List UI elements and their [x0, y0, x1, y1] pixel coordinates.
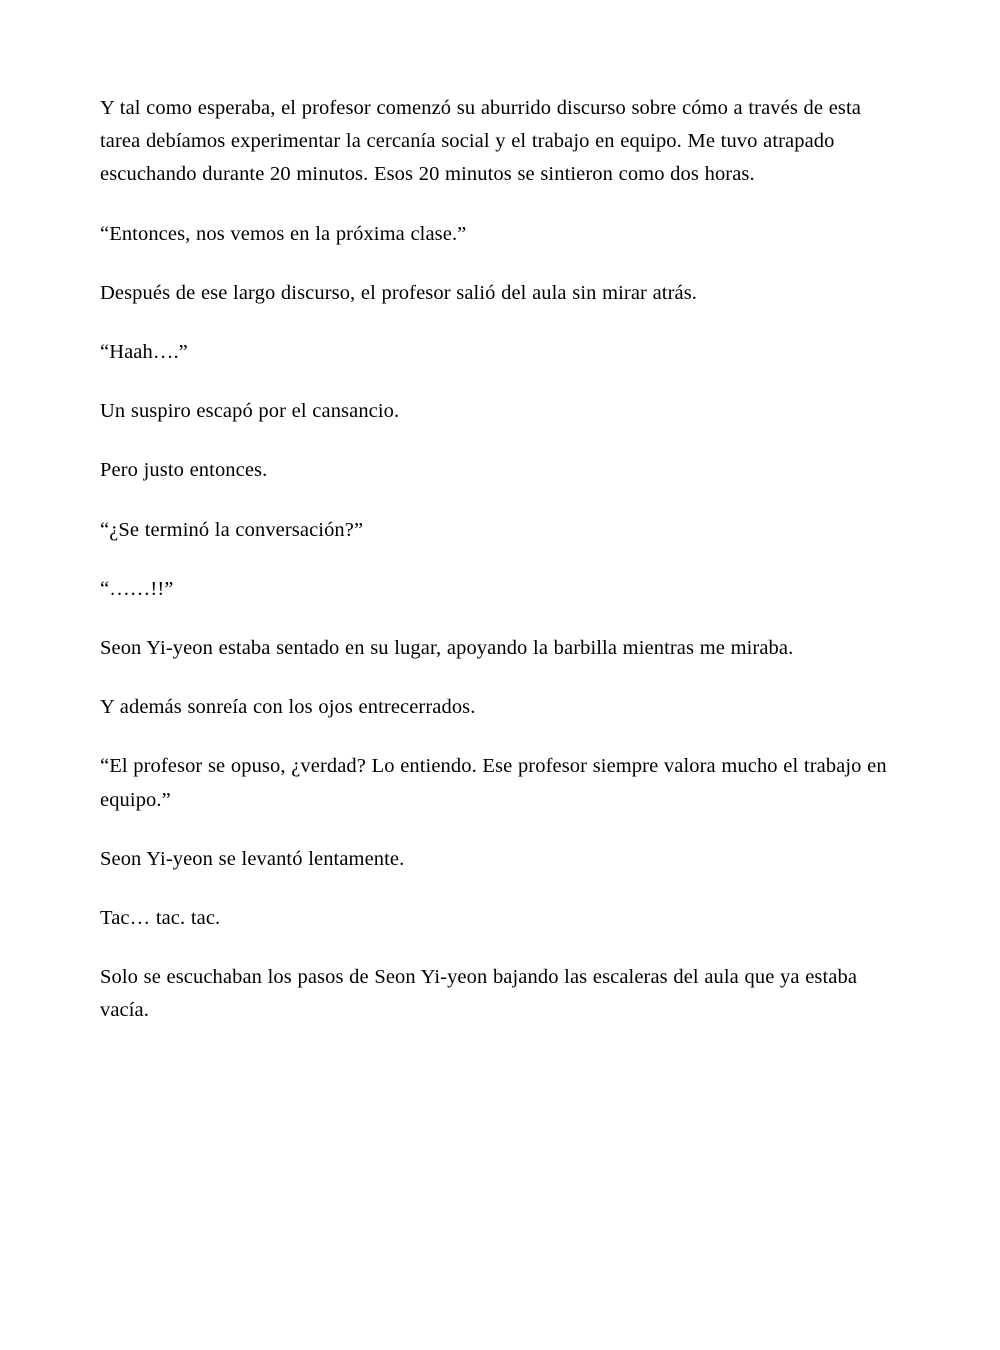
paragraph: Un suspiro escapó por el cansancio. [100, 400, 400, 423]
paragraph: Y tal como esperaba, el profesor comenzó su aburrido discurso sobre cómo a través de esta tarea debíamos experimentar la cercanía social y el trabajo en equipo. Me tuvo atrapado escuchando durante 20 minutos. Esos 20 minutos se sintieron como dos horas. [100, 97, 861, 186]
paragraph: “……!!” [100, 577, 174, 600]
paragraph: “Entonces, nos vemos en la próxima clase.” [100, 222, 467, 245]
document-text-body [100, 92, 900, 1028]
paragraph: Después de ese largo discurso, el profesor salió del aula sin mirar atrás. [100, 281, 698, 304]
paragraph: Solo se escuchaban los pasos de Seon Yi-yeon bajando las escaleras del aula que ya estaba vacía. [100, 966, 858, 1022]
paragraph: Seon Yi-yeon estaba sentado en su lugar, apoyando la barbilla mientras me miraba. [100, 637, 794, 660]
paragraph: Y además sonreía con los ojos entrecerrados. [100, 696, 476, 719]
paragraph: Seon Yi-yeon se levantó lentamente. [100, 847, 405, 870]
paragraph: Tac… tac. tac. [100, 907, 221, 930]
paragraph: Pero justo entonces. [100, 459, 268, 482]
paragraph: “¿Se terminó la conversación?” [100, 518, 364, 541]
paragraph: “El profesor se opuso, ¿verdad? Lo entiendo. Ese profesor siempre valora mucho el trabajo en equipo.” [100, 755, 887, 811]
paragraph: “Haah….” [100, 341, 188, 364]
